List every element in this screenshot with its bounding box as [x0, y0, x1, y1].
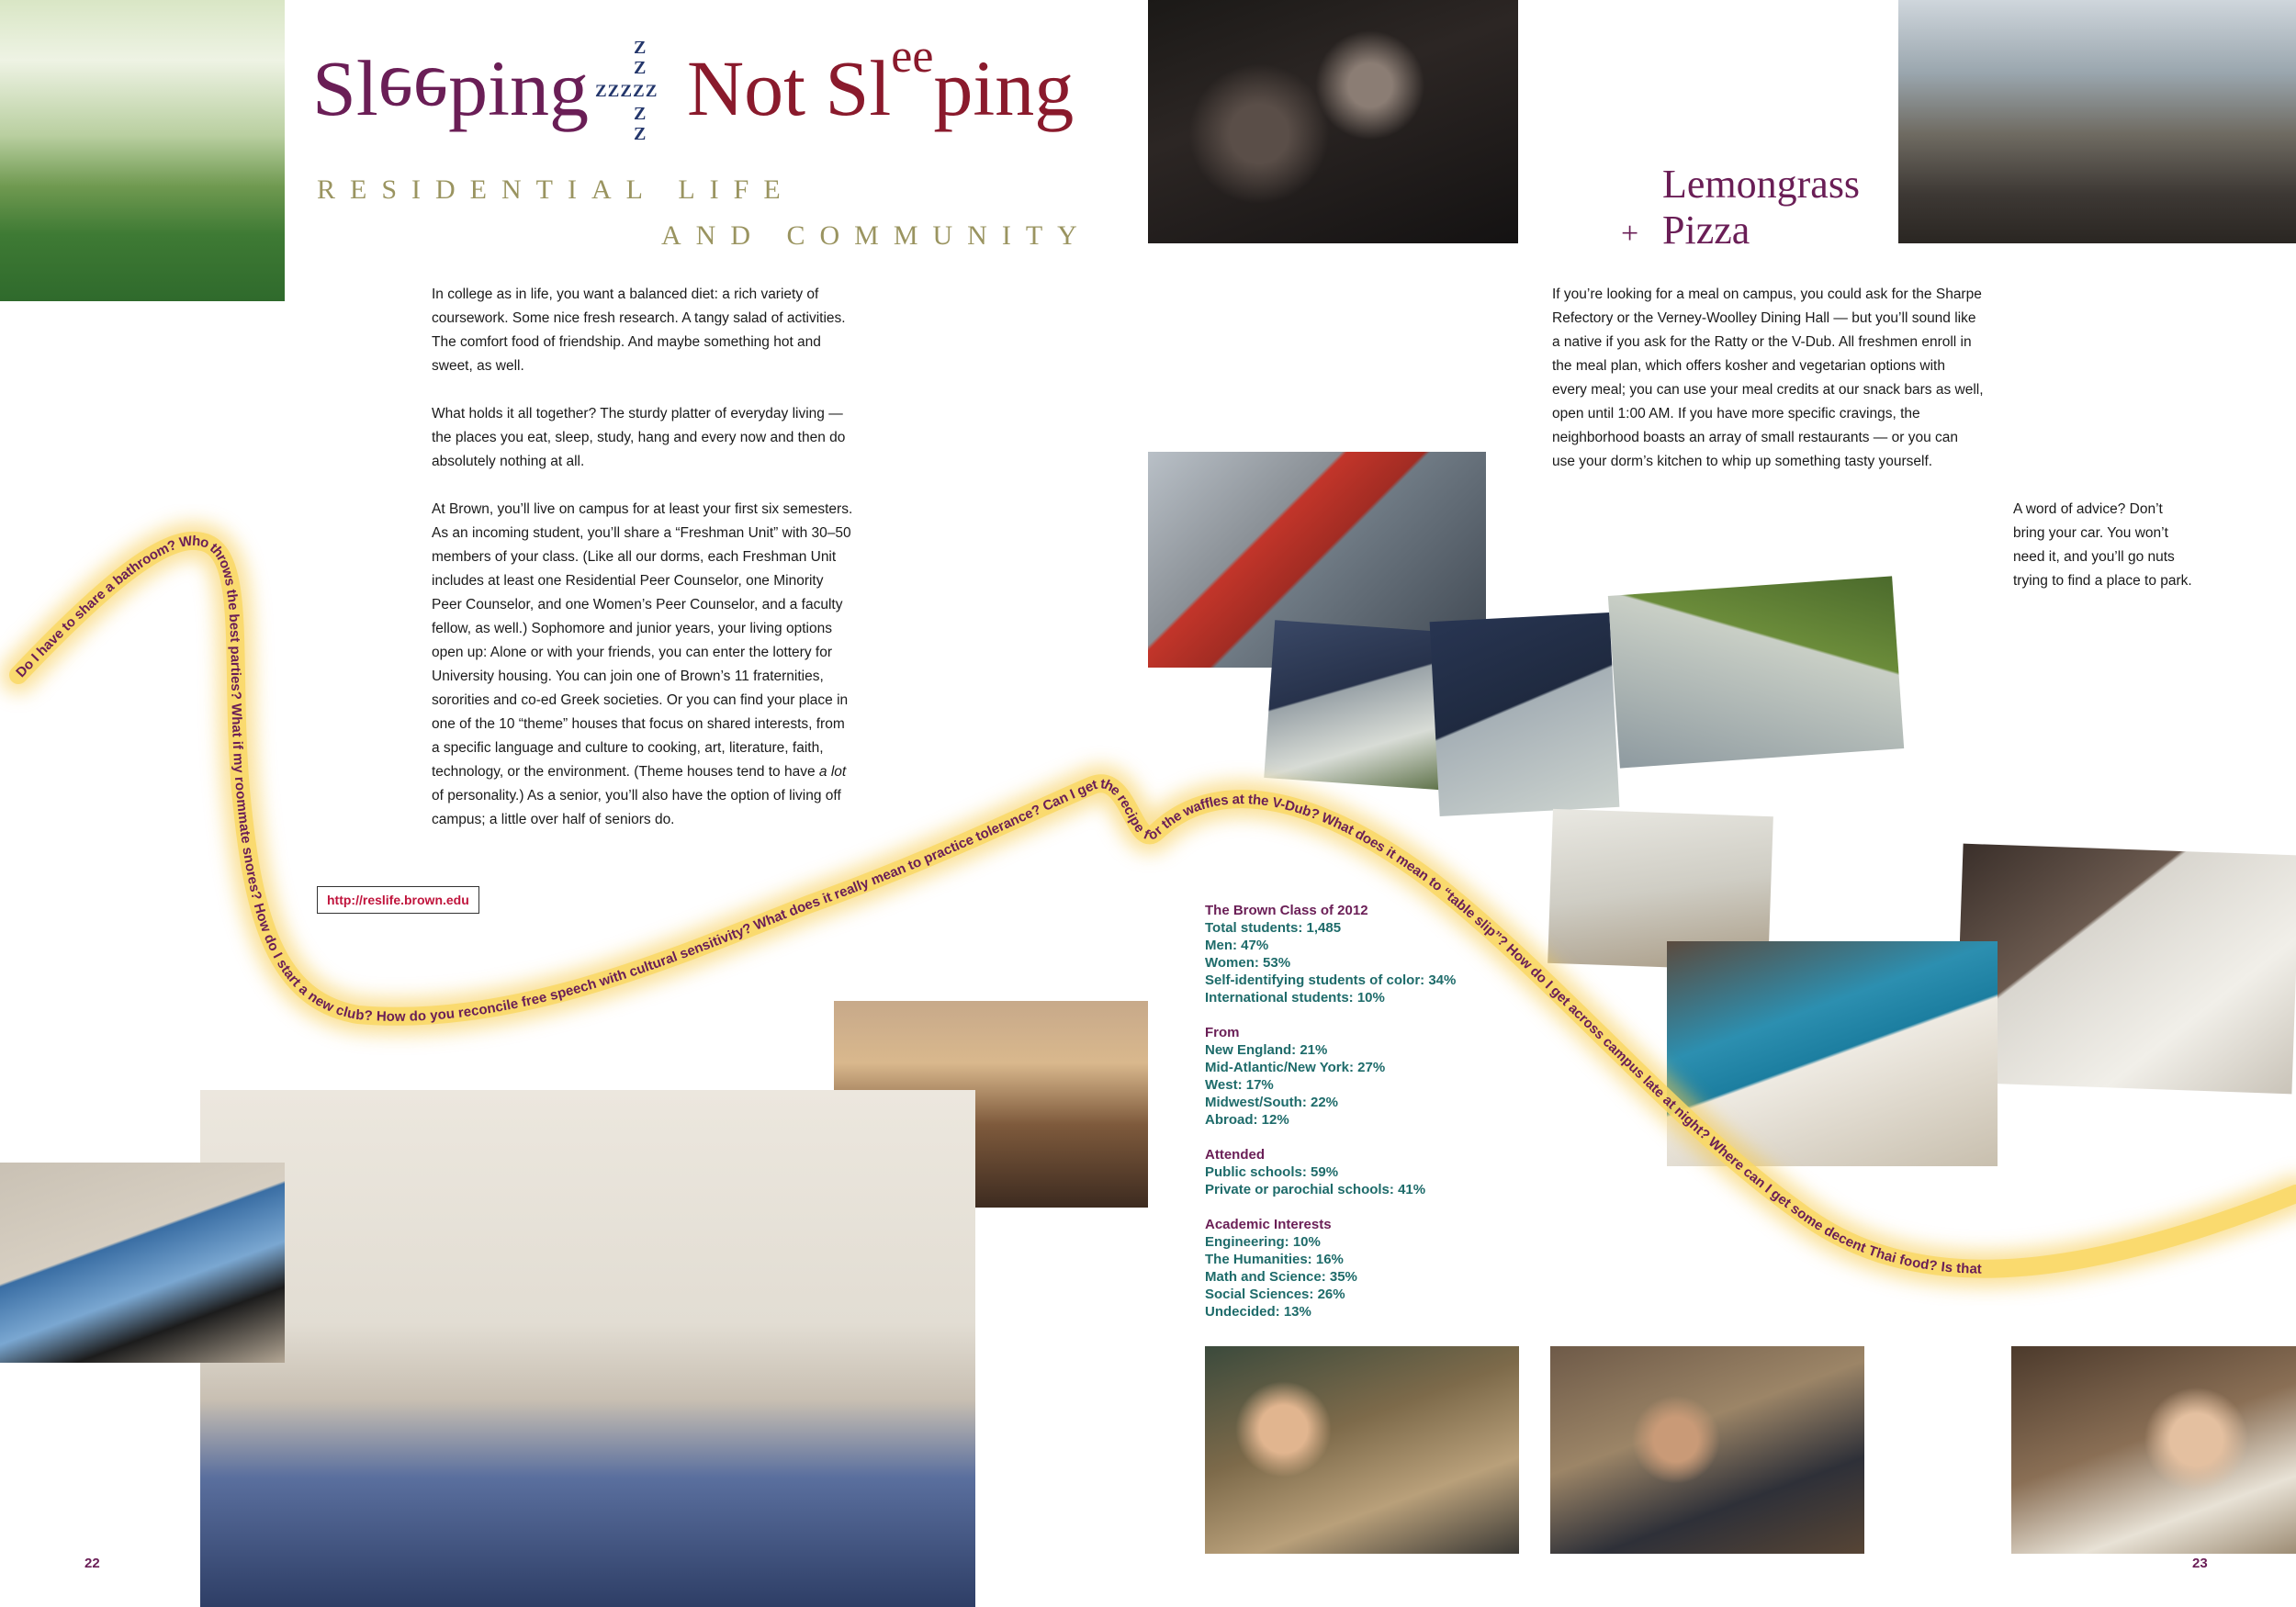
ribbon-text — [13, 533, 1982, 1276]
stats-line: Midwest/South: 22% — [1205, 1095, 1339, 1110]
title-not-sleeping-end: ping — [933, 44, 1075, 132]
dining-heading-pizza: Pizza — [1662, 208, 1750, 253]
subtitle-residential-life: RESIDENTIAL LIFE — [317, 174, 795, 205]
stats-line: Private or parochial schools: 41% — [1205, 1182, 1426, 1197]
intro-paragraph-3-start: At Brown, you’ll live on campus for at least your first six semesters. As an incoming student, you’ll share a “Freshman Unit” with 30–50 members of your class. (Like all our dorms, each Freshman Unit includes at least one Residential Peer Counselor, one Minority Peer Counselor, and one Women’s Peer Counselor, and a faculty fellow, as well.) Sophomore and junior years, your living options open up: Alone or with your friends, you can enter the lottery for University housing. You can join one of Brown’s 11 fraternities, sororities and co-ed Greek societies. Or you can find your place in one of the 10 “theme” houses that focus on shared interests, from a specific language and culture to cooking, art, literature, faith, technology, or the environment. (Theme houses tend to have — [432, 501, 853, 780]
stats-interests-title: Academic Interests — [1205, 1217, 1332, 1232]
stats-from-title: From — [1205, 1025, 1240, 1040]
subtitle-and-community: AND COMMUNITY — [661, 220, 1092, 251]
zz-4: Z — [634, 124, 647, 144]
stats-class-title: The Brown Class of 2012 — [1205, 903, 1368, 918]
ribbon-band — [18, 541, 2296, 1269]
stats-line: The Humanities: 16% — [1205, 1252, 1344, 1267]
stats-line: Engineering: 10% — [1205, 1234, 1321, 1250]
stats-line: Women: 53% — [1205, 955, 1291, 971]
ribbon-text-path: Do I have to share a bathroom? Who throws the best parties? What if my roommate snores? How do I start a new club? How do you reconcile free speech with cultural sensitivity? What does it really mean to practice tolerance? Can I get the recipe for the waffles at the V-Dub? What does it mean to “table slip”? How do I get across campus late at night? Where can I get some decent Thai food? Is that — [13, 533, 1982, 1277]
reslife-link[interactable]: http://reslife.brown.edu — [317, 886, 479, 914]
zz-2: Z — [634, 58, 647, 78]
stats-line: International students: 10% — [1205, 990, 1385, 1006]
intro-paragraph-1: In college as in life, you want a balanced diet: a rich variety of coursework. Some nice fresh research. A tangy salad of activities. The comfort food of friendship. And maybe something hot and sweet, as well. — [432, 287, 846, 374]
page-number-left: 22 — [84, 1556, 100, 1571]
title-sleeping-end: ping — [448, 44, 589, 132]
intro-paragraph-2: What holds it all together? The sturdy platter of everyday living — the places you eat, sleep, study, hang and every now and then do absolutely nothing at all. — [432, 406, 846, 469]
title-sleeping-flipped-letters: ee — [377, 51, 449, 140]
stats-line: Public schools: 59% — [1205, 1164, 1339, 1180]
zz-3: Z — [634, 104, 647, 124]
zz-row: ZZZZZ — [595, 82, 658, 101]
dining-article: If you’re looking for a meal on campus, you could ask for the Sharpe Refectory or the Verney-Woolley Dining Hall — but you’ll sound like a native if you ask for the Ratty or the V-Dub. All freshmen enroll in the meal plan, which offers kosher and vegetarian options with every meal; you can use your meal credits at our snack bars as well, open until 1:00 AM. If you have more specific cravings, the neighborhood boasts an array of small restaurants — or you can use your dorm’s kitchen to whip up something tasty yourself. — [1552, 287, 1984, 469]
dining-heading-line1: Lemongrass — [1662, 162, 1861, 207]
stats-line: West: 17% — [1205, 1077, 1274, 1093]
stats-line: Undecided: 13% — [1205, 1304, 1311, 1320]
stats-line: Math and Science: 35% — [1205, 1269, 1357, 1285]
stats-line: Social Sciences: 26% — [1205, 1287, 1345, 1302]
stats-line: Mid-Atlantic/New York: 27% — [1205, 1060, 1386, 1075]
car-advice: A word of advice? Don’t bring your car. You won’t need it, and you’ll go nuts trying to find a place to park. — [2013, 501, 2192, 589]
title-not-sleeping-raised-letters: ee — [891, 30, 934, 83]
intro-paragraph-3-end: of personality.) As a senior, you’ll also have the option of living off campus; a little over half of seniors do. — [432, 788, 841, 827]
title-not-sleeping-start: Not Sl — [687, 44, 892, 132]
page-number-right: 23 — [2192, 1556, 2208, 1571]
intro-paragraph-3-emphasis: a lot — [818, 764, 847, 780]
plus-icon: + — [1621, 217, 1639, 251]
stats-line: Total students: 1,485 — [1205, 920, 1342, 936]
stats-line: New England: 21% — [1205, 1042, 1328, 1058]
stats-attended-title: Attended — [1205, 1147, 1265, 1163]
title-sleeping-start: Sl — [312, 44, 378, 132]
stats-line: Abroad: 12% — [1205, 1112, 1289, 1128]
zz-1: Z — [634, 38, 647, 58]
stats-line: Men: 47% — [1205, 938, 1269, 953]
stats-line: Self-identifying students of color: 34% — [1205, 972, 1457, 988]
ribbon-glow — [18, 541, 2296, 1269]
